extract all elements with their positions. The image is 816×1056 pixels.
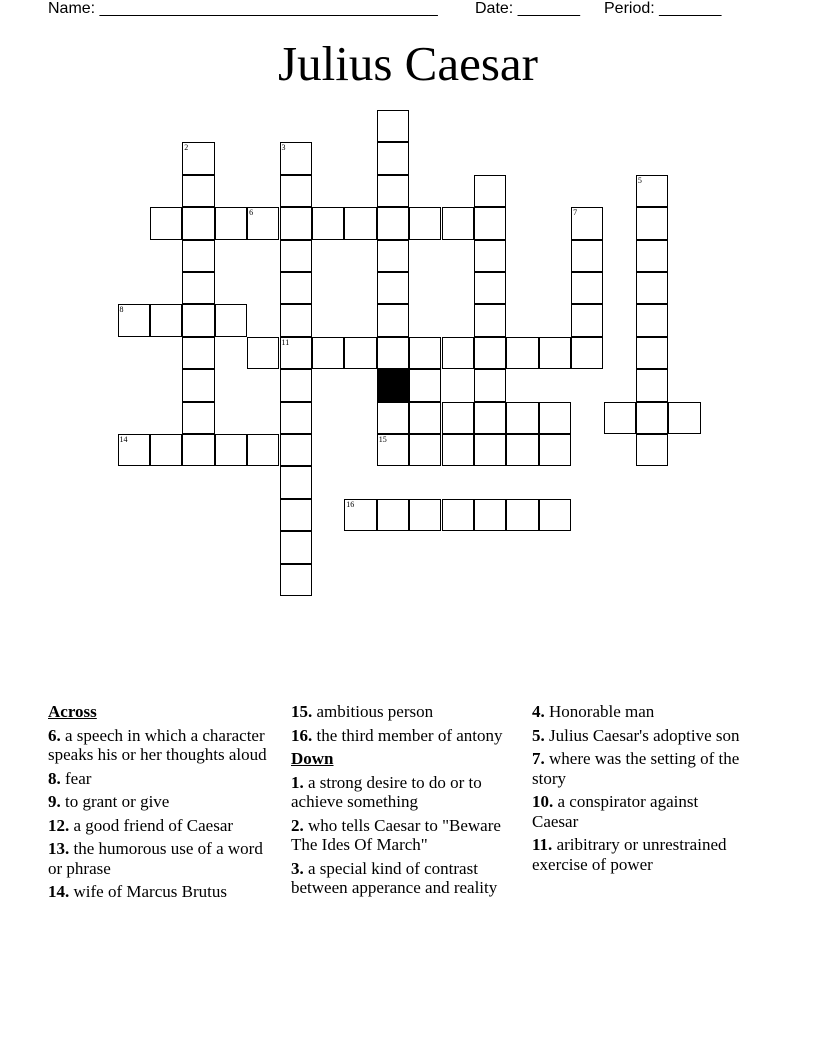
- clue-text: Julius Caesar's adoptive son: [544, 725, 740, 745]
- clue-item: [48, 726, 273, 765]
- grid-cell[interactable]: [474, 207, 506, 239]
- grid-cell[interactable]: [636, 240, 668, 272]
- grid-cell[interactable]: [280, 142, 312, 174]
- black-square: [377, 369, 409, 401]
- clue-number-label: 5.: [532, 725, 545, 745]
- grid-cell[interactable]: [280, 434, 312, 466]
- grid-cell[interactable]: [280, 402, 312, 434]
- grid-cell[interactable]: [150, 207, 182, 239]
- clue-item: [532, 749, 742, 788]
- grid-cell[interactable]: [636, 272, 668, 304]
- grid-cell[interactable]: [312, 207, 344, 239]
- grid-cell[interactable]: [474, 272, 506, 304]
- clue-number: 16: [346, 499, 355, 509]
- grid-cell[interactable]: [377, 434, 409, 466]
- grid-cell[interactable]: [636, 304, 668, 336]
- grid-cell[interactable]: [182, 175, 214, 207]
- grid-cell[interactable]: [280, 304, 312, 336]
- grid-cell[interactable]: [280, 369, 312, 401]
- clue-text: ambitious person: [312, 702, 434, 721]
- grid-cell[interactable]: [344, 499, 376, 531]
- clue-number-label: 11.: [532, 835, 553, 854]
- grid-cell[interactable]: [442, 434, 474, 466]
- grid-cell[interactable]: [571, 304, 603, 336]
- grid-cell[interactable]: [215, 434, 247, 466]
- grid-cell[interactable]: [539, 337, 571, 369]
- clue-number-label: 7.: [532, 749, 545, 768]
- grid-cell[interactable]: [506, 402, 538, 434]
- clue-number: 15: [378, 435, 387, 444]
- grid-cell[interactable]: [409, 337, 441, 369]
- page-title: Julius Caesar: [278, 36, 538, 91]
- grid-cell[interactable]: [539, 434, 571, 466]
- clues-column-1: [48, 702, 273, 906]
- grid-cell[interactable]: [442, 337, 474, 369]
- grid-cell[interactable]: [571, 240, 603, 272]
- clues-column-3: [532, 702, 742, 878]
- clue-number: 7: [573, 208, 578, 218]
- down-heading: Down: [291, 749, 334, 768]
- grid-cell[interactable]: [506, 434, 538, 466]
- clue-item: [48, 816, 273, 836]
- period-field[interactable]: Period: _______: [604, 0, 722, 17]
- clue-item: [532, 792, 742, 831]
- clue-number-label: 2.: [291, 815, 304, 835]
- grid-cell[interactable]: [215, 207, 247, 239]
- grid-cell[interactable]: [442, 499, 474, 531]
- clue-number-label: 13.: [48, 839, 70, 858]
- grid-cell[interactable]: [377, 142, 409, 174]
- grid-cell[interactable]: [636, 337, 668, 369]
- grid-cell[interactable]: [247, 207, 279, 239]
- grid-cell[interactable]: [474, 434, 506, 466]
- grid-cell[interactable]: [474, 175, 506, 207]
- grid-cell[interactable]: [280, 207, 312, 239]
- clue-item: [291, 702, 523, 722]
- grid-cell[interactable]: [571, 272, 603, 304]
- grid-cell[interactable]: [312, 337, 344, 369]
- grid-cell[interactable]: [409, 434, 441, 466]
- clue-item: [48, 792, 273, 812]
- grid-cell[interactable]: [182, 272, 214, 304]
- grid-cell[interactable]: [280, 499, 312, 531]
- clue-number-label: 9.: [48, 792, 61, 811]
- clue-text: a special kind of contrast between apperance and reality: [291, 858, 498, 897]
- clue-number-label: 15.: [291, 702, 313, 721]
- grid-cell[interactable]: [182, 434, 214, 466]
- clue-text: to grant or give: [60, 792, 170, 811]
- clue-number: 2: [184, 143, 189, 153]
- clue-number-label: 12.: [48, 815, 70, 835]
- grid-cell[interactable]: [409, 369, 441, 401]
- clue-item: [48, 839, 273, 878]
- grid-cell[interactable]: [377, 110, 409, 142]
- grid-cell[interactable]: [150, 434, 182, 466]
- clue-number: 6: [249, 208, 254, 218]
- grid-cell[interactable]: [118, 304, 150, 336]
- date-field[interactable]: Date: _______: [475, 0, 580, 17]
- clue-item: [48, 882, 273, 902]
- clue-item: [532, 726, 742, 746]
- grid-cell[interactable]: [409, 402, 441, 434]
- clue-text: a conspirator against Caesar: [532, 792, 699, 831]
- grid-cell[interactable]: [539, 402, 571, 434]
- grid-cell[interactable]: [474, 499, 506, 531]
- grid-cell[interactable]: [344, 337, 376, 369]
- clue-number-label: 6.: [48, 725, 61, 745]
- clue-item: [291, 816, 523, 855]
- grid-cell[interactable]: [474, 304, 506, 336]
- clue-number-label: 14.: [48, 882, 70, 901]
- grid-cell[interactable]: [409, 207, 441, 239]
- clue-number: 11: [281, 337, 290, 347]
- clue-text: a strong desire to do or to achieve something: [291, 772, 482, 811]
- grid-cell[interactable]: [636, 434, 668, 466]
- clue-text: wife of Marcus Brutus: [69, 882, 227, 901]
- clue-text: who tells Caesar to "Beware The Ides Of March": [291, 815, 501, 854]
- across-heading: Across: [48, 702, 97, 721]
- grid-cell[interactable]: [474, 369, 506, 401]
- clue-item: [291, 773, 523, 812]
- clue-number: 12: [378, 370, 387, 380]
- grid-cell[interactable]: [182, 304, 214, 336]
- grid-cell[interactable]: [182, 142, 214, 174]
- grid-cell[interactable]: [280, 272, 312, 304]
- grid-cell[interactable]: [280, 531, 312, 563]
- grid-cell[interactable]: [280, 240, 312, 272]
- clue-text: the third member of antony: [312, 725, 503, 745]
- grid-cell[interactable]: [474, 337, 506, 369]
- clue-text: fear: [60, 768, 92, 788]
- clue-text: where was the setting of the story: [532, 749, 740, 788]
- grid-cell[interactable]: [571, 337, 603, 369]
- grid-cell[interactable]: [182, 402, 214, 434]
- grid-cell[interactable]: [182, 240, 214, 272]
- grid-cell[interactable]: [377, 175, 409, 207]
- clue-text: Honorable man: [544, 702, 655, 721]
- grid-cell[interactable]: [636, 207, 668, 239]
- grid-cell[interactable]: [215, 304, 247, 336]
- clue-text: a speech in which a character speaks his or her thoughts aloud: [48, 725, 267, 764]
- grid-cell[interactable]: [182, 369, 214, 401]
- clue-number: 8: [119, 305, 124, 315]
- grid-cell[interactable]: [539, 499, 571, 531]
- clues-column-2: [291, 702, 523, 902]
- clue-item: [291, 726, 523, 746]
- grid-cell[interactable]: [377, 304, 409, 336]
- clue-number-label: 16.: [291, 725, 313, 745]
- grid-cell[interactable]: [377, 337, 409, 369]
- clue-number-label: 4.: [532, 702, 545, 721]
- grid-cell[interactable]: [247, 337, 279, 369]
- grid-cell[interactable]: [636, 175, 668, 207]
- grid-cell[interactable]: [668, 402, 700, 434]
- clue-item: [48, 769, 273, 789]
- clue-number: 14: [119, 435, 128, 444]
- grid-cell[interactable]: [474, 402, 506, 434]
- clue-text: aribitrary or unrestrained exercise of power: [532, 835, 727, 874]
- grid-cell[interactable]: [182, 207, 214, 239]
- clue-number: 5: [637, 175, 642, 185]
- grid-cell[interactable]: [377, 499, 409, 531]
- grid-cell[interactable]: [506, 499, 538, 531]
- grid-cell[interactable]: [182, 337, 214, 369]
- grid-cell[interactable]: [247, 434, 279, 466]
- clue-item: [291, 859, 523, 898]
- clue-number-label: 10.: [532, 792, 554, 811]
- grid-cell[interactable]: [377, 207, 409, 239]
- clue-item: [532, 835, 742, 874]
- clue-number-label: 8.: [48, 768, 61, 788]
- grid-cell[interactable]: [409, 499, 441, 531]
- grid-cell[interactable]: [442, 402, 474, 434]
- grid-cell[interactable]: [150, 304, 182, 336]
- grid-cell[interactable]: [636, 369, 668, 401]
- grid-cell[interactable]: [280, 564, 312, 596]
- grid-cell[interactable]: [604, 402, 636, 434]
- clue-number: 3: [281, 143, 286, 153]
- grid-cell[interactable]: [280, 466, 312, 498]
- name-field[interactable]: Name: ______________________________________: [48, 0, 438, 17]
- grid-cell[interactable]: [442, 207, 474, 239]
- clue-number-label: 1.: [291, 772, 304, 792]
- grid-cell[interactable]: [280, 175, 312, 207]
- grid-cell[interactable]: [377, 240, 409, 272]
- clue-number-label: 3.: [291, 858, 304, 878]
- grid-cell[interactable]: [344, 207, 376, 239]
- clue-text: the humorous use of a word or phrase: [48, 839, 263, 878]
- grid-cell[interactable]: [118, 434, 150, 466]
- grid-cell[interactable]: [280, 337, 312, 369]
- grid-cell[interactable]: [506, 337, 538, 369]
- clue-item: [532, 702, 742, 722]
- grid-cell[interactable]: [377, 272, 409, 304]
- grid-cell[interactable]: [377, 402, 409, 434]
- grid-cell[interactable]: [474, 240, 506, 272]
- grid-cell[interactable]: [636, 402, 668, 434]
- grid-cell[interactable]: [571, 207, 603, 239]
- clue-text: a good friend of Caesar: [69, 815, 234, 835]
